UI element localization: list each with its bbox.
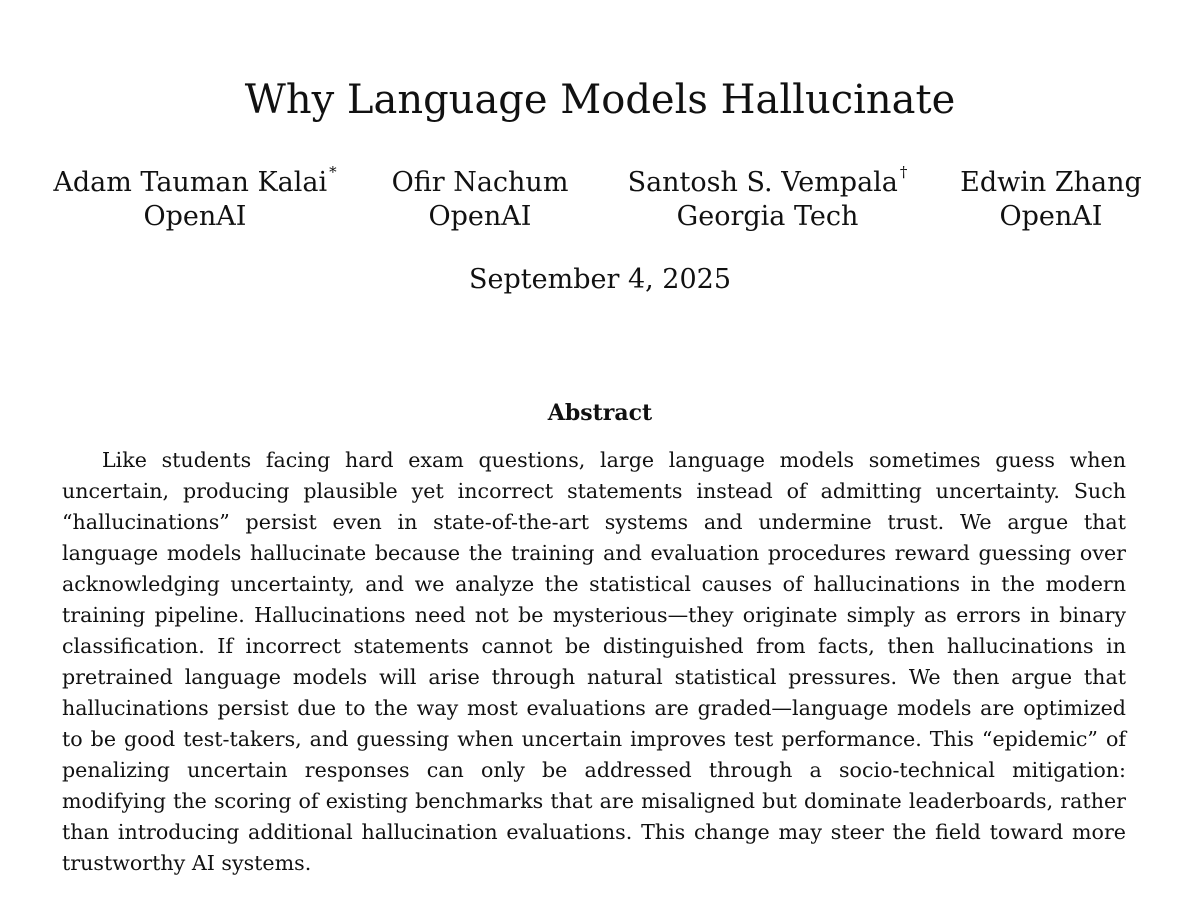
author-1-affiliation: OpenAI <box>143 201 247 232</box>
abstract-heading: Abstract <box>547 400 653 426</box>
paper-title: Why Language Models Hallucinate <box>244 77 956 123</box>
author-1-name-line <box>50 163 340 200</box>
author-1-name: Adam Tauman Kalai <box>53 167 328 198</box>
author-2 <box>385 166 575 234</box>
abstract-text: Like students facing hard exam questions, large language models sometimes guess when uncertain, producing plausible yet incorrect statements instead of admitting uncertainty. Such “hallucinations” persist even in state-of-the-art systems and undermine trust. We argue that language models hallucinate because the training and evaluation procedures reward guessing over acknowledging uncertainty, and we analyze the statistical causes of hallucinations in the modern training pipeline. Hallucinations need not be mysterious—they originate simply as errors in binary classification. If incorrect statements cannot be distinguished from facts, then hallucinations in pretrained language models will arise through natural statistical pressures. We then argue that hallucinations persist due to the way most evaluations are graded—language models are optimized to be good test-takers, and guessing when uncertain improves test performance. This “epidemic” of penalizing uncertain responses can only be addressed through a socio-technical mitigation: modifying the scoring of existing benchmarks that are misaligned but dominate leaderboards, rather than introducing additional hallucination evaluations. This change may steer the field toward more trustworthy AI systems. <box>62 448 1126 875</box>
publication-date: September 4, 2025 <box>469 264 731 295</box>
author-3 <box>625 163 910 234</box>
author-2-name: Ofir Nachum <box>391 167 569 198</box>
author-4-name: Edwin Zhang <box>960 167 1142 198</box>
author-list <box>0 163 1200 236</box>
author-4-affiliation: OpenAI <box>999 201 1103 232</box>
author-1-footnote-mark: * <box>329 163 337 181</box>
author-3-affiliation: Georgia Tech <box>676 201 859 232</box>
author-3-name-line <box>625 163 910 200</box>
author-1 <box>50 163 340 234</box>
author-4 <box>955 166 1147 234</box>
author-2-affiliation: OpenAI <box>428 201 532 232</box>
author-3-footnote-mark: † <box>899 163 908 181</box>
author-3-name: Santosh S. Vempala <box>627 167 898 198</box>
